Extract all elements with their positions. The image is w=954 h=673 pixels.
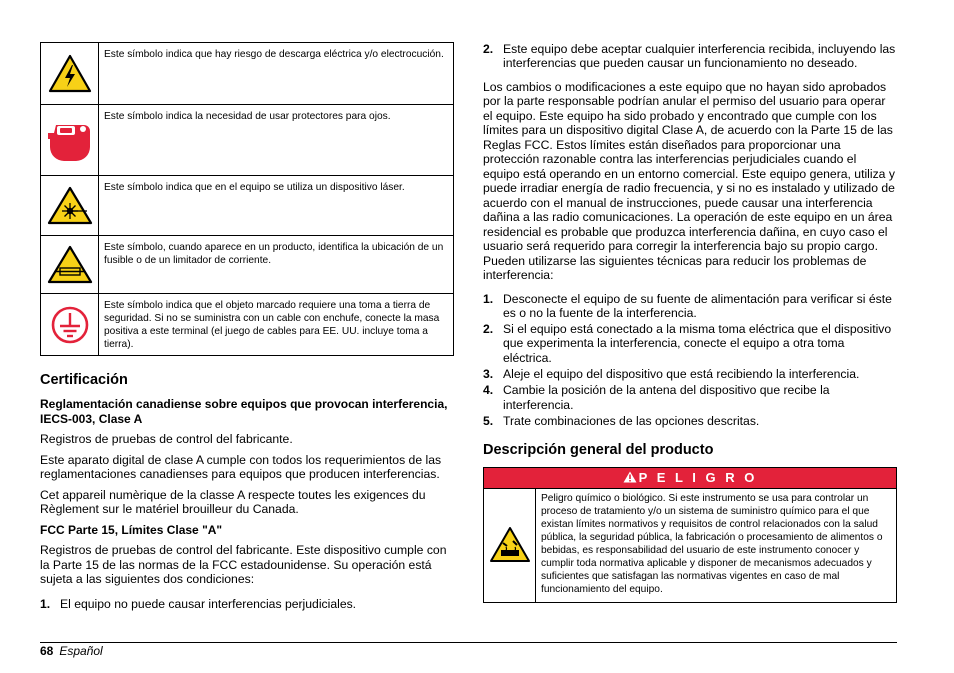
right-column [483,42,896,603]
conditions-list-continued [483,42,896,71]
paragraph: Los cambios o modificaciones a este equipo que no hayan sido aprobados por la parte responsable podrían anular el permiso del usuario para operar el equipo. Este equipo ha sido probado y encontrado que cumple con los límites para un dispositivo digital Clase A, de acuerdo con la Parte 15 de las Reglas FCC. Estos límites están diseñados para proporcionar una protección razonable contra las interferencias perjudiciales cuando el equipo está operando en un entorno comercial. Este equipo genera, utiliza y puede irradiar energía de radio frecuencia, y si no es instalado y utilizado de acuerdo con el manual de instrucciones, puede causar una interferencia dañina a las radio comunicaciones. La operación de este equipo en un área residencial es probable que produzca interferencia dañina, en cuyo caso el usuario será requerido para corregir la interferencia bajo su propio cargo. Pueden utilizarse las siguientes técnicas para reducir los problemas de interferencia: [483,79,895,283]
section-title-overview: Descripción general del producto [483,442,714,459]
canada-heading: Reglamentación canadiense sobre equipos que provocan interferencia, IECS-003, Clase A [40,397,448,426]
list-item: 2. Si el equipo está conectado a la misma toma eléctrica que el dispositivo que experimenta la interferencia, conecte el equipo a otra toma eléctrica. [483,322,892,365]
list-item: 1. Desconecte el equipo de su fuente de alimentación para verificar si éste es o no la fuente de la interferencia. [483,291,892,320]
conditions-list [40,597,454,611]
list-item: 4. Cambie la posición de la antena del dispositivo que recibe la interferencia. [483,383,830,412]
safety-symbols-table [40,42,454,356]
symbol-description: Este símbolo, cuando aparece en un producto, identifica la ubicación de un fusible o de un limitador de corriente. [99,236,454,294]
paragraph: Registros de pruebas de control del fabricante. Este dispositivo cumple con la Parte 15 de las normas de la FCC estadounidense. Su operación está sujeta a las siguientes dos condiciones: [40,543,447,586]
symbol-row [41,294,454,356]
danger-text: Peligro químico o biológico. Si este instrumento se usa para controlar un proceso de tratamiento y/o un sistema de suministro químico para el que existan límites normativos y requisitos de control relacionados con la salud pública, la seguridad pública, la fabricación o procesamiento de alimentos o bebidas, es responsabilidad del usuario de este instrumento conocer y cumplir toda normativa aplicable y disponer de mecanismos adecuados y suficientes que satisfagan las normativas vigentes en caso de mal funcionamiento del equipo. [541,493,883,595]
page-number: 68 [40,644,54,658]
footer-divider [40,642,897,643]
laser-warning-icon [41,186,98,226]
list-item: 2. Este equipo debe aceptar cualquier interferencia recibida, incluyendo las interferencias que pueden causar un funcionamiento no deseado. [483,42,896,71]
eye-protection-icon [41,117,98,163]
symbol-description: Este símbolo indica la necesidad de usar protectores para ojos. [99,105,454,176]
fcc-heading: FCC Parte 15, Límites Clase "A" [40,522,223,537]
page-footer [40,644,103,658]
chemical-hazard-icon [489,526,531,564]
fuse-warning-icon [41,245,98,285]
symbol-row [41,105,454,176]
left-column [40,42,454,613]
electric-shock-warning-icon [41,54,98,94]
symbol-description: Este símbolo indica que en el equipo se utiliza un dispositivo láser. [99,176,454,236]
danger-notice [483,467,897,602]
protective-earth-icon [41,305,98,345]
paragraph: Este aparato digital de clase A cumple con todos los requerimientos de las reglamentaciones canadienses para equipos que producen interferencias. [40,452,442,481]
danger-label: P E L I G R O [638,470,758,486]
symbol-row [41,43,454,105]
footer-language: Español [59,644,103,658]
warning-triangle-icon [623,471,637,483]
symbol-description: Este símbolo indica que hay riesgo de descarga eléctrica y/o electrocución. [99,43,454,105]
section-title-certification: Certificación [40,372,128,388]
symbol-description: Este símbolo indica que el objeto marcado requiere una toma a tierra de seguridad. Si no se suministra con un cable con enchufe, conecte la masa positiva a este terminal (el juego de cables para EE. UU. incluye toma a tierra). [99,294,454,356]
symbol-row [41,176,454,236]
paragraph: Cet appareil numèrique de la classe A respecte toutes les exigences du Règlement sur le matériel brouilleur du Canada. [40,487,426,516]
list-item: 1. El equipo no puede causar interferencias perjudiciales. [40,596,357,611]
list-item: 3. Aleje el equipo del dispositivo que está recibiendo la interferencia. [483,367,860,382]
list-item: 5. Trate combinaciones de las opciones descritas. [483,413,760,428]
techniques-list [483,292,896,429]
paragraph: Registros de pruebas de control del fabricante. [40,432,293,446]
danger-header [484,468,896,489]
symbol-row [41,236,454,294]
